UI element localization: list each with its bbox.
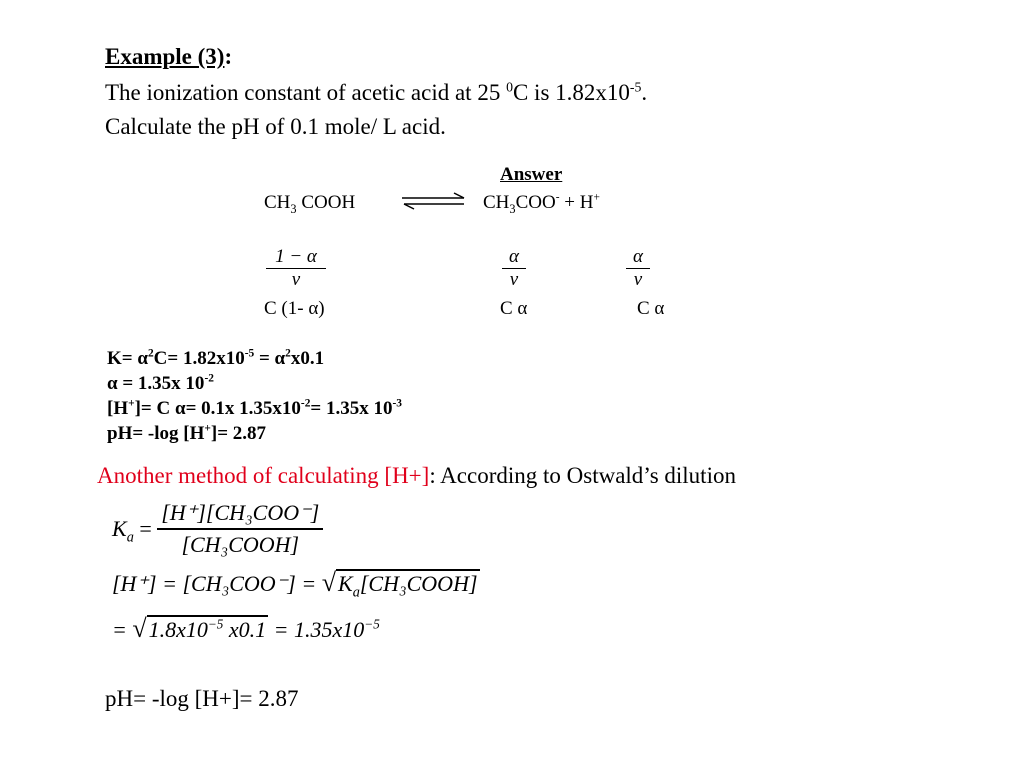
problem-line-2: Calculate the pH of 0.1 mole/ L acid.: [105, 114, 446, 139]
calc-text: [H: [107, 398, 129, 419]
fraction-denominator: v: [633, 269, 643, 290]
fraction-product1: [502, 246, 526, 291]
calc-text: pH= -log [H: [107, 423, 205, 444]
result-exp: −5: [364, 616, 380, 632]
problem-text-end: .: [641, 80, 648, 105]
calc-line-4: [107, 423, 266, 445]
equals: =: [112, 617, 133, 642]
calc-line-1: [107, 348, 324, 370]
ostwald-eq-1: [112, 500, 323, 558]
calc-text: K= α: [107, 348, 148, 369]
product2-charge: +: [593, 191, 600, 204]
sqrt-radicand: [147, 615, 269, 643]
reactant-sub: 3: [290, 201, 297, 216]
ka-letter: K: [338, 571, 353, 596]
equals: =: [133, 516, 158, 541]
ka-exponent: -5: [629, 79, 642, 95]
calc-exp: -2: [204, 372, 214, 385]
calc-text: α = 1.35x 10: [107, 373, 205, 394]
answer-label: [500, 164, 562, 186]
fraction-numerator: 1 − α: [275, 246, 317, 267]
sqrt-radicand: [336, 569, 480, 601]
example-title-colon: :: [224, 44, 233, 69]
fraction-reactant: [266, 246, 326, 291]
calc-text: ]= 2.87: [210, 423, 267, 444]
ostwald-eq-3: [112, 614, 380, 644]
ka-numerator: [H⁺][CH₃COO⁻]: [161, 500, 320, 525]
final-ph: pH= -log [H+]= 2.87: [105, 686, 299, 711]
product1-charge: -: [555, 191, 560, 204]
example-title-text: Example (3): [105, 44, 225, 69]
sqrt-icon: √: [321, 568, 336, 597]
calc-text: ]= C α= 0.1x 1.35x10: [134, 398, 301, 419]
root-exp: −5: [207, 616, 224, 632]
hplus-expression: [H⁺] = [CH₃COO⁻] =: [112, 571, 322, 596]
root-value: 1.8x10: [148, 617, 208, 642]
acid-conc: [CH₃COOH]: [359, 571, 478, 596]
calc-exp: 2: [147, 347, 154, 360]
root-conc: x0.1: [223, 617, 267, 642]
method-black-text: : According to Ostwald’s dilution: [429, 463, 736, 488]
ka-letter: K: [112, 516, 127, 541]
fraction-numerator: α: [633, 246, 643, 267]
products: [483, 192, 600, 214]
calc-exp: +: [128, 397, 135, 410]
problem-line-1: [105, 80, 647, 106]
calc-exp: 2: [285, 347, 291, 360]
ka-sub: a: [352, 584, 360, 601]
problem-text-a: The ionization constant of acetic acid at 25: [105, 80, 507, 105]
equilibrium-arrow-icon: [398, 190, 470, 212]
calc-exp: -3: [392, 397, 402, 410]
ka-fraction: [157, 500, 323, 558]
reactant: [264, 192, 355, 214]
fraction-denominator: v: [509, 269, 519, 290]
conc-product1: C α: [500, 298, 528, 319]
calc-exp: +: [204, 422, 211, 435]
fraction-numerator: α: [509, 246, 519, 267]
method-red-text: Another method of calculating [H+]: [97, 463, 430, 488]
example-title: [105, 44, 232, 70]
calc-text: = α: [254, 348, 286, 369]
result-value: = 1.35x10: [268, 617, 365, 642]
sqrt-icon: √: [132, 614, 147, 643]
product2-text: + H: [559, 192, 594, 213]
ka-symbol: [112, 516, 134, 546]
ka-denominator: [CH₃COOH]: [181, 532, 300, 557]
product1-sub: 3: [509, 201, 516, 216]
conc-reactant: C (1- α): [264, 298, 325, 319]
answer-label-text: Answer: [500, 164, 563, 185]
calc-text: x0.1: [290, 348, 325, 369]
calc-exp: -2: [300, 397, 311, 410]
degree-superscript: 0: [506, 79, 513, 95]
conc-product2: C α: [637, 298, 665, 319]
method-line: [97, 463, 736, 489]
calc-line-2: [107, 373, 214, 395]
product1-part-b: COO: [515, 192, 556, 213]
fraction-bar: [157, 528, 323, 530]
product1-part-a: CH: [483, 192, 510, 213]
fraction-denominator: v: [291, 269, 301, 290]
fraction-product2: [626, 246, 650, 291]
calc-text: C= 1.82x10: [153, 348, 245, 369]
calc-exp: -5: [244, 347, 255, 360]
reactant-part-a: CH: [264, 192, 291, 213]
ka-sub: a: [126, 529, 134, 546]
calc-text: = 1.35x 10: [310, 398, 393, 419]
reactant-part-b: COOH: [296, 192, 356, 213]
calc-line-3: [107, 398, 402, 420]
ostwald-eq-2: [112, 568, 480, 601]
problem-text-b: C is 1.82x10: [512, 80, 630, 105]
